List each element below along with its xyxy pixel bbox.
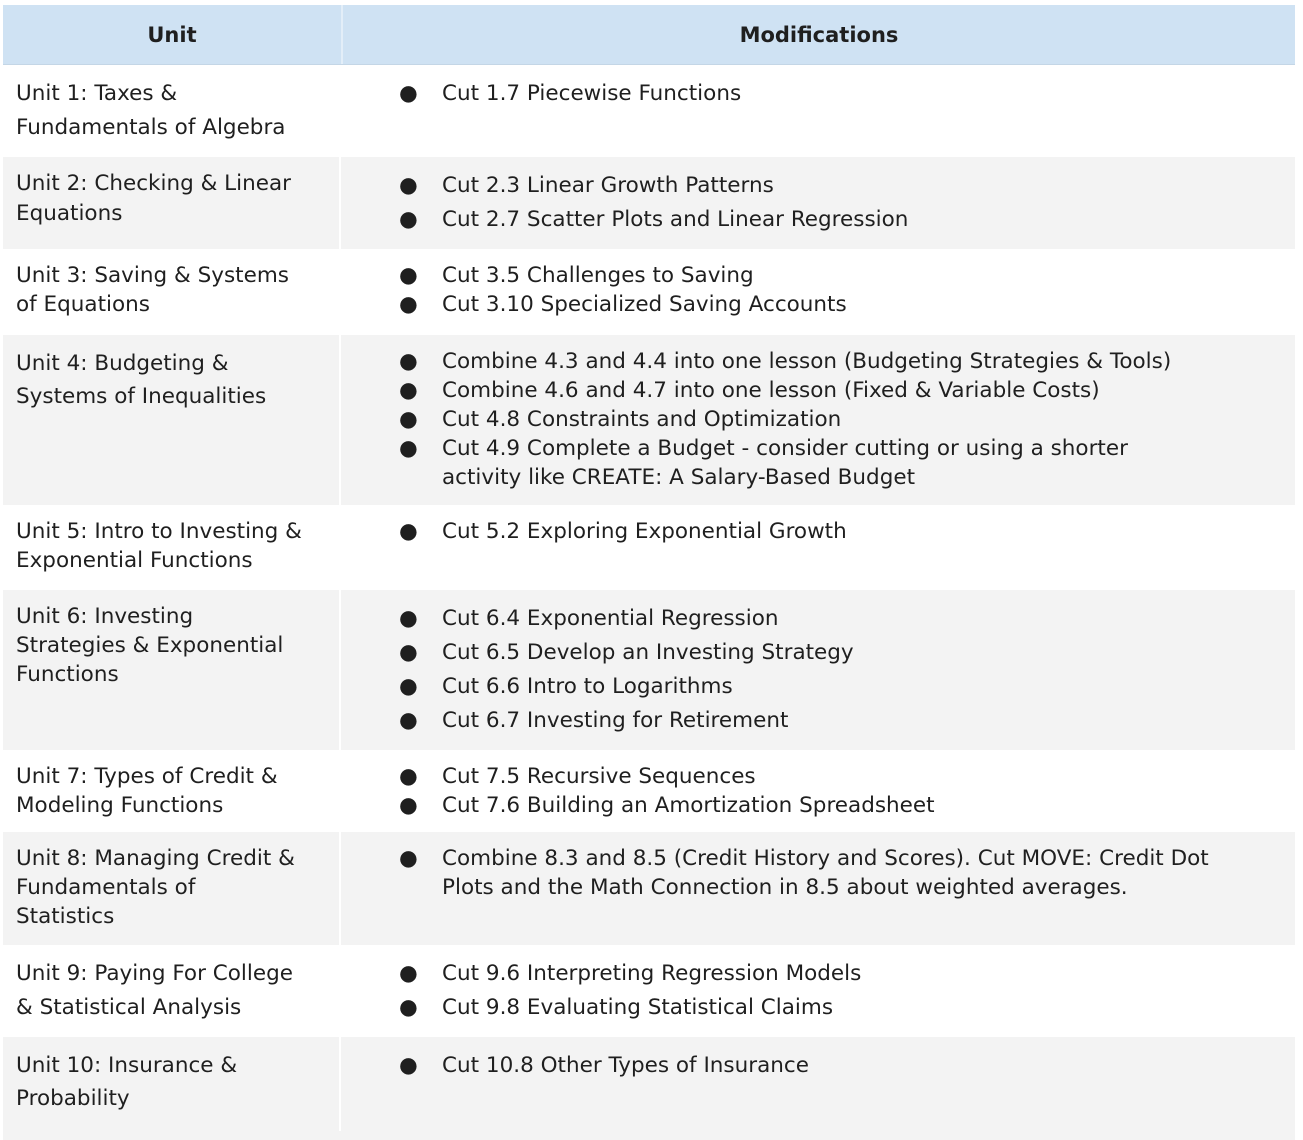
modification-text-line: Cut 4.8 Constraints and Optimization [442, 407, 842, 432]
modification-item [341, 203, 1285, 237]
modification-text-line: Combine 4.6 and 4.7 into one lesson (Fixed & Variable Costs) [442, 378, 1100, 403]
modification-text-line: Cut 6.6 Intro to Logarithms [442, 674, 733, 699]
unit-cell [3, 157, 341, 249]
modification-item [341, 376, 1285, 405]
modifications-cell [341, 335, 1295, 505]
bullet-icon: ● [399, 378, 418, 403]
modification-item [341, 261, 1285, 290]
table-row [3, 505, 1295, 590]
modification-text-line: Cut 9.8 Evaluating Statistical Claims [442, 995, 834, 1020]
modification-item [341, 762, 1285, 791]
modifications-list [341, 77, 1285, 111]
unit-cell [3, 505, 341, 590]
bullet-icon: ● [399, 292, 418, 317]
unit-title-line: Statistics [16, 904, 115, 929]
bullet-icon: ● [399, 519, 418, 544]
modifications-cell [341, 945, 1295, 1037]
table-row [3, 65, 1295, 157]
modifications-list [341, 957, 1285, 1025]
unit-title-line: & Statistical Analysis [16, 995, 242, 1020]
bullet-icon: ● [399, 263, 418, 288]
modification-item [341, 957, 1285, 991]
table-row [3, 335, 1295, 505]
unit-title-line: Unit 1: Taxes & [16, 81, 178, 106]
modification-text-line: Cut 1.7 Piecewise Functions [442, 81, 742, 106]
unit-title-line: Unit 3: Saving & Systems [16, 263, 289, 288]
bullet-icon: ● [399, 81, 418, 106]
unit-cell [3, 1037, 341, 1131]
modification-text-line: Cut 2.7 Scatter Plots and Linear Regression [442, 207, 909, 232]
bullet-icon: ● [399, 708, 418, 733]
table-row [3, 590, 1295, 750]
unit-title-line: Unit 10: Insurance & [16, 1053, 238, 1078]
table-body [3, 65, 1295, 1131]
modifications-list [341, 347, 1285, 492]
unit-cell [3, 590, 341, 750]
modification-item [341, 791, 1285, 820]
modification-text-line: Cut 4.9 Complete a Budget - consider cutting or using a shorter [442, 436, 1128, 461]
modification-text-line: Cut 6.5 Develop an Investing Strategy [442, 640, 854, 665]
modification-item [341, 169, 1285, 203]
unit-title-line: Strategies & Exponential [16, 633, 284, 658]
unit-title-line: Exponential Functions [16, 548, 253, 573]
bullet-icon: ● [399, 995, 418, 1020]
table-row [3, 1037, 1295, 1131]
modification-item [341, 1049, 1285, 1083]
modifications-cell [341, 65, 1295, 157]
modifications-table [3, 5, 1295, 1131]
unit-title-line: Unit 5: Intro to Investing & [16, 519, 302, 544]
unit-title-line: Functions [16, 662, 119, 687]
modifications-cell [341, 590, 1295, 750]
bullet-icon: ● [399, 764, 418, 789]
bullet-icon: ● [399, 961, 418, 986]
unit-cell [3, 65, 341, 157]
unit-title-line: Fundamentals of [16, 875, 196, 900]
unit-title-line: Unit 2: Checking & Linear [16, 171, 291, 196]
unit-title-line: Unit 9: Paying For College [16, 961, 293, 986]
bullet-icon: ● [399, 640, 418, 665]
unit-title-line: of Equations [16, 292, 150, 317]
modification-item [341, 670, 1285, 704]
header-modifications: Modifications [739, 22, 899, 47]
modification-item [341, 77, 1285, 111]
modifications-list [341, 1049, 1285, 1083]
unit-title-line: Fundamentals of Algebra [16, 115, 286, 140]
bullet-icon: ● [399, 674, 418, 699]
table-row [3, 945, 1295, 1037]
modification-item [341, 602, 1285, 636]
modification-item [341, 704, 1285, 738]
modifications-cell [341, 249, 1295, 335]
modification-text-line: Cut 6.7 Investing for Retirement [442, 708, 789, 733]
bullet-icon: ● [399, 207, 418, 232]
table-bottom-edge [3, 1131, 1295, 1140]
modification-text-line: Cut 10.8 Other Types of Insurance [442, 1053, 809, 1078]
modifications-cell [341, 832, 1295, 945]
unit-cell [3, 832, 341, 945]
bullet-icon: ● [399, 173, 418, 198]
modification-text-line: Cut 5.2 Exploring Exponential Growth [442, 519, 847, 544]
modifications-list [341, 169, 1285, 237]
unit-title-line: Unit 6: Investing [16, 604, 194, 629]
modifications-cell [341, 1037, 1295, 1131]
modification-text-line: Plots and the Math Connection in 8.5 about weighted averages. [442, 875, 1128, 900]
unit-title-line: Equations [16, 201, 123, 226]
table-header [3, 5, 1295, 65]
modification-text-line: Cut 6.4 Exponential Regression [442, 606, 779, 631]
table-row [3, 750, 1295, 832]
modifications-list [341, 517, 1285, 546]
unit-cell [3, 750, 341, 832]
modification-item [341, 290, 1285, 319]
bullet-icon: ● [399, 793, 418, 818]
unit-title-line: Systems of Inequalities [16, 384, 267, 409]
modification-item [341, 405, 1285, 434]
unit-cell [3, 335, 341, 505]
table-row [3, 157, 1295, 249]
bullet-icon: ● [399, 606, 418, 631]
header-unit: Unit [3, 5, 343, 64]
modification-item [341, 844, 1285, 902]
modification-item [341, 347, 1285, 376]
unit-title-line: Unit 8: Managing Credit & [16, 846, 295, 871]
table-row [3, 249, 1295, 335]
unit-title-line: Probability [16, 1086, 130, 1111]
modification-text-line: activity like CREATE: A Salary-Based Budget [442, 465, 915, 490]
modifications-list [341, 762, 1285, 820]
modification-text-line: Cut 7.6 Building an Amortization Spreadsheet [442, 793, 935, 818]
table-row [3, 832, 1295, 945]
unit-cell [3, 249, 341, 335]
bullet-icon: ● [399, 846, 418, 871]
bullet-icon: ● [399, 349, 418, 374]
modifications-cell [341, 750, 1295, 832]
bullet-icon: ● [399, 1053, 418, 1078]
unit-cell [3, 945, 341, 1037]
modification-text-line: Cut 2.3 Linear Growth Patterns [442, 173, 774, 198]
modification-item [341, 636, 1285, 670]
modification-text-line: Cut 3.10 Specialized Saving Accounts [442, 292, 847, 317]
modifications-list [341, 261, 1285, 319]
modification-text-line: Cut 3.5 Challenges to Saving [442, 263, 754, 288]
modification-text-line: Combine 4.3 and 4.4 into one lesson (Budgeting Strategies & Tools) [442, 349, 1172, 374]
unit-title-line: Unit 7: Types of Credit & [16, 764, 278, 789]
modification-text-line: Cut 9.6 Interpreting Regression Models [442, 961, 862, 986]
modifications-list [341, 602, 1285, 738]
modifications-list [341, 844, 1285, 902]
modifications-cell [341, 505, 1295, 590]
bullet-icon: ● [399, 436, 418, 461]
unit-title-line: Modeling Functions [16, 793, 224, 818]
modification-item [341, 517, 1285, 546]
modification-item [341, 434, 1285, 492]
modifications-cell [341, 157, 1295, 249]
modification-text-line: Cut 7.5 Recursive Sequences [442, 764, 756, 789]
modification-text-line: Combine 8.3 and 8.5 (Credit History and Scores). Cut MOVE: Credit Dot [442, 846, 1209, 871]
modification-item [341, 991, 1285, 1025]
bullet-icon: ● [399, 407, 418, 432]
unit-title-line: Unit 4: Budgeting & [16, 351, 229, 376]
